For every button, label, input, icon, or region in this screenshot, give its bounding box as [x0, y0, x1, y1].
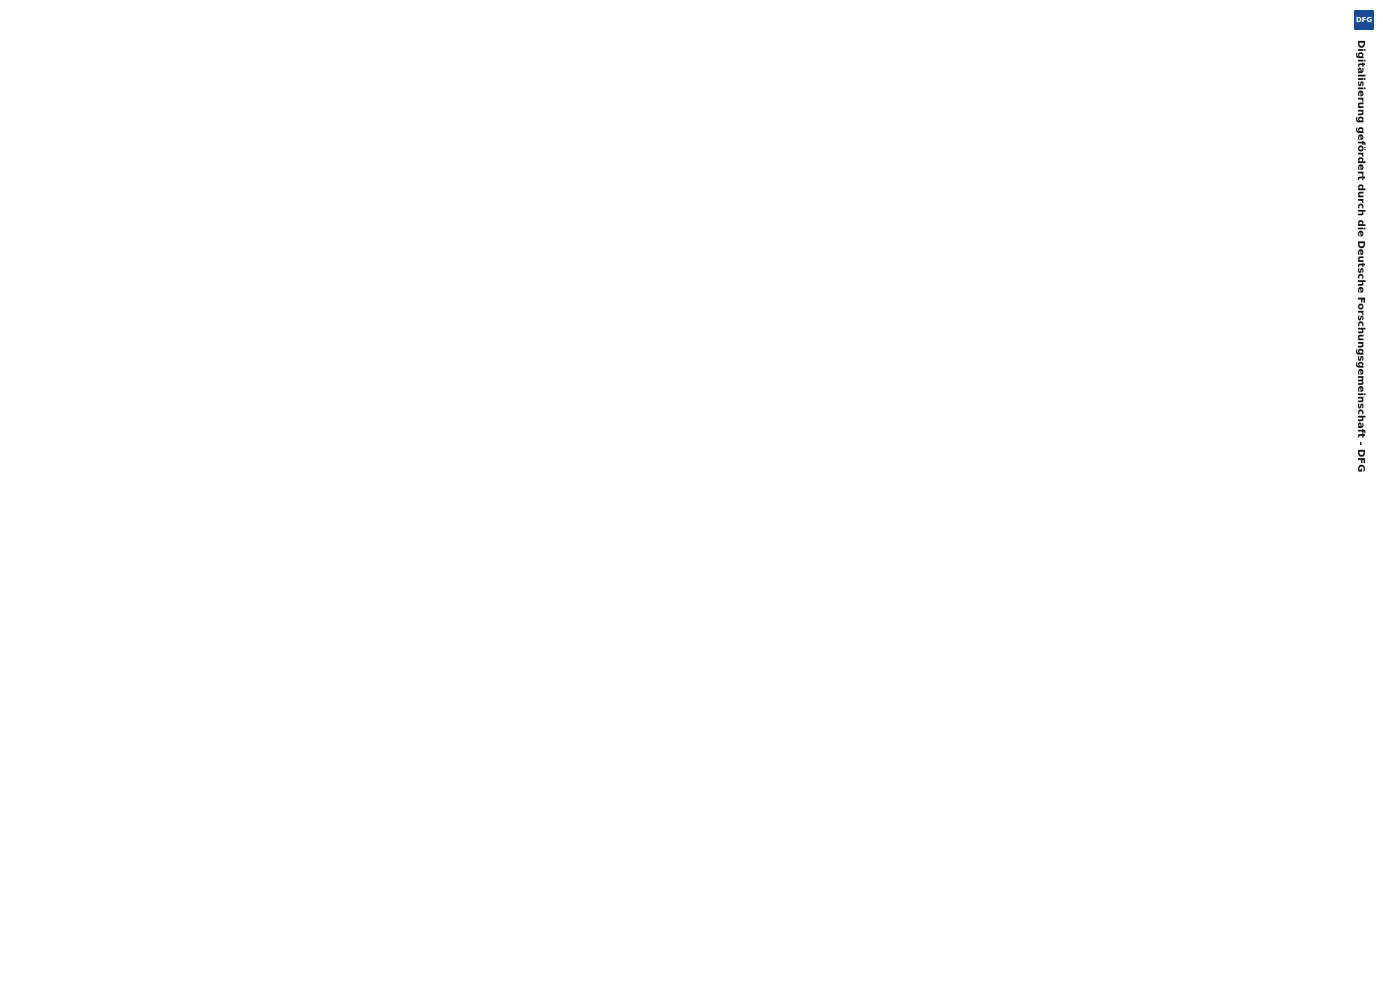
dfg-logo: DFG — [1354, 10, 1374, 30]
rotated-page — [0, 0, 75, 165]
digitization-credit: Digitalisierung gefördert durch die Deutsche Forschungsgemeinschaft - DFG — [1355, 40, 1366, 473]
side-strip — [1351, 10, 1377, 990]
left-column — [0, 0, 45, 135]
